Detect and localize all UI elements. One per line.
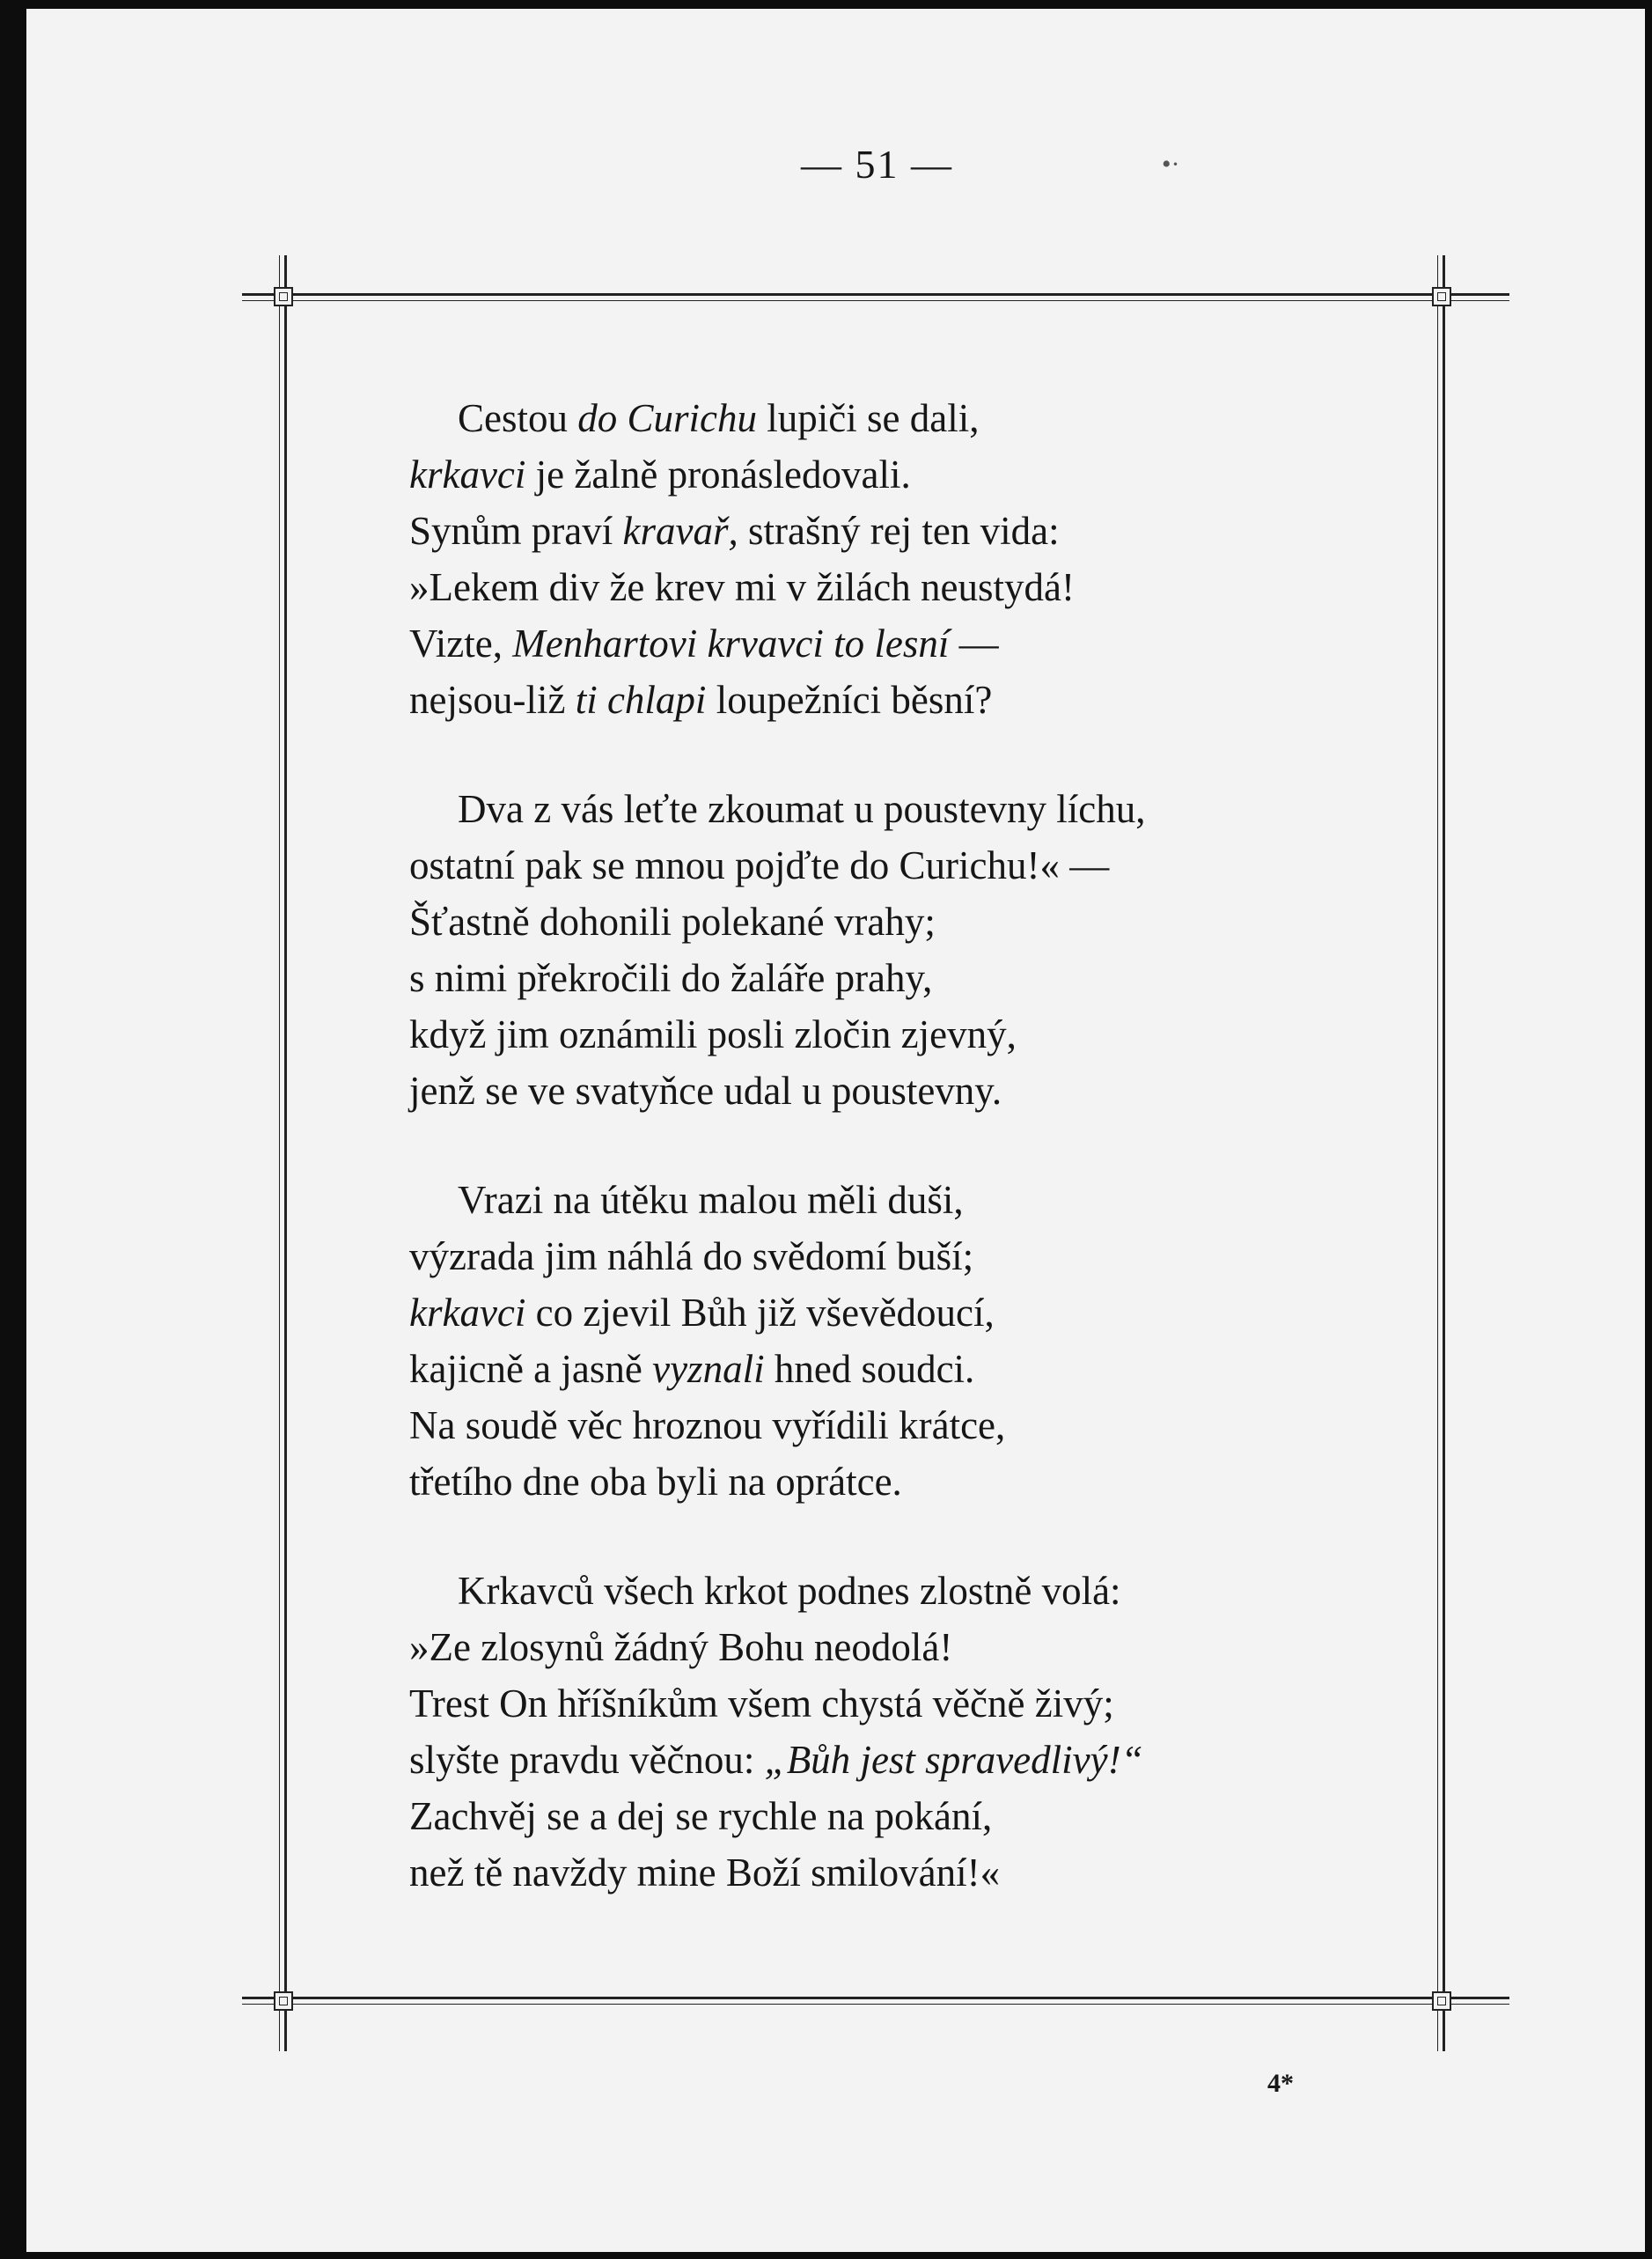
verse-line: krkavci co zjevil Bůh již vševědoucí, xyxy=(409,1291,995,1335)
verse-line: kajicně a jasně vyznali hned soudci. xyxy=(409,1347,975,1391)
frame-right-rule xyxy=(1437,255,1445,2051)
print-speck: •· xyxy=(1162,150,1180,179)
verse-line: slyšte pravdu věčnou: „Bůh jest spravedlivý!“ xyxy=(409,1738,1143,1782)
verse-line: třetího dne oba byli na oprátce. xyxy=(409,1460,902,1504)
verse-line: jenž se ve svatyňce udal u poustevny. xyxy=(409,1069,1002,1113)
stanza xyxy=(409,1563,1421,1901)
verse-line: Vizte, Menhartovi krvavci to lesní — xyxy=(409,622,999,666)
verse-line: výzrada jim náhlá do svědomí buší; xyxy=(409,1234,974,1278)
stanza xyxy=(409,781,1421,1119)
verse-line: »Ze zlosynů žádný Bohu neodolá! xyxy=(409,1625,953,1669)
verse-line: Krkavců všech krkot podnes zlostně volá: xyxy=(458,1569,1121,1613)
stanza xyxy=(409,390,1421,728)
frame-corner-ornament xyxy=(1432,1991,1451,2011)
verse-line: Zachvěj se a dej se rychle na pokání, xyxy=(409,1794,993,1838)
frame-corner-ornament xyxy=(274,1991,293,2011)
poem xyxy=(409,390,1421,1954)
verse-line: nejsou-liž ti chlapi loupežníci běsní? xyxy=(409,678,993,722)
stanza xyxy=(409,1172,1421,1510)
verse-line: ostatní pak se mnou pojďte do Curichu!« — xyxy=(409,843,1110,887)
verse-line: Šťastně dohonili polekané vrahy; xyxy=(409,900,936,944)
book-page xyxy=(26,9,1645,2252)
frame-bottom-rule xyxy=(242,1997,1509,2005)
signature-mark: 4* xyxy=(1267,2069,1294,2098)
verse-line: Synům praví kravař, strašný rej ten vida: xyxy=(409,509,1060,553)
verse-line: »Lekem div že krev mi v žilách neustydá! xyxy=(409,565,1075,609)
verse-line: než tě navždy mine Boží smilování!« xyxy=(409,1851,1001,1895)
frame-top-rule xyxy=(242,293,1509,301)
verse-line: Dva z vás leťte zkoumat u poustevny líchu, xyxy=(458,787,1146,831)
page-number: — 51 — xyxy=(801,142,953,187)
frame-corner-ornament xyxy=(274,287,293,306)
verse-line: s nimi překročili do žaláře prahy, xyxy=(409,956,933,1000)
verse-line: Na soudě věc hroznou vyřídili krátce, xyxy=(409,1403,1006,1447)
frame-left-rule xyxy=(279,255,287,2051)
verse-line: když jim oznámili posli zločin zjevný, xyxy=(409,1012,1017,1056)
verse-line: krkavci je žalně pronásledovali. xyxy=(409,453,911,497)
verse-line: Trest On hříšníkům všem chystá věčně živý; xyxy=(409,1681,1114,1726)
frame-corner-ornament xyxy=(1432,287,1451,306)
verse-line: Vrazi na útěku malou měli duši, xyxy=(458,1178,964,1222)
verse-line: Cestou do Curichu lupiči se dali, xyxy=(458,396,980,440)
